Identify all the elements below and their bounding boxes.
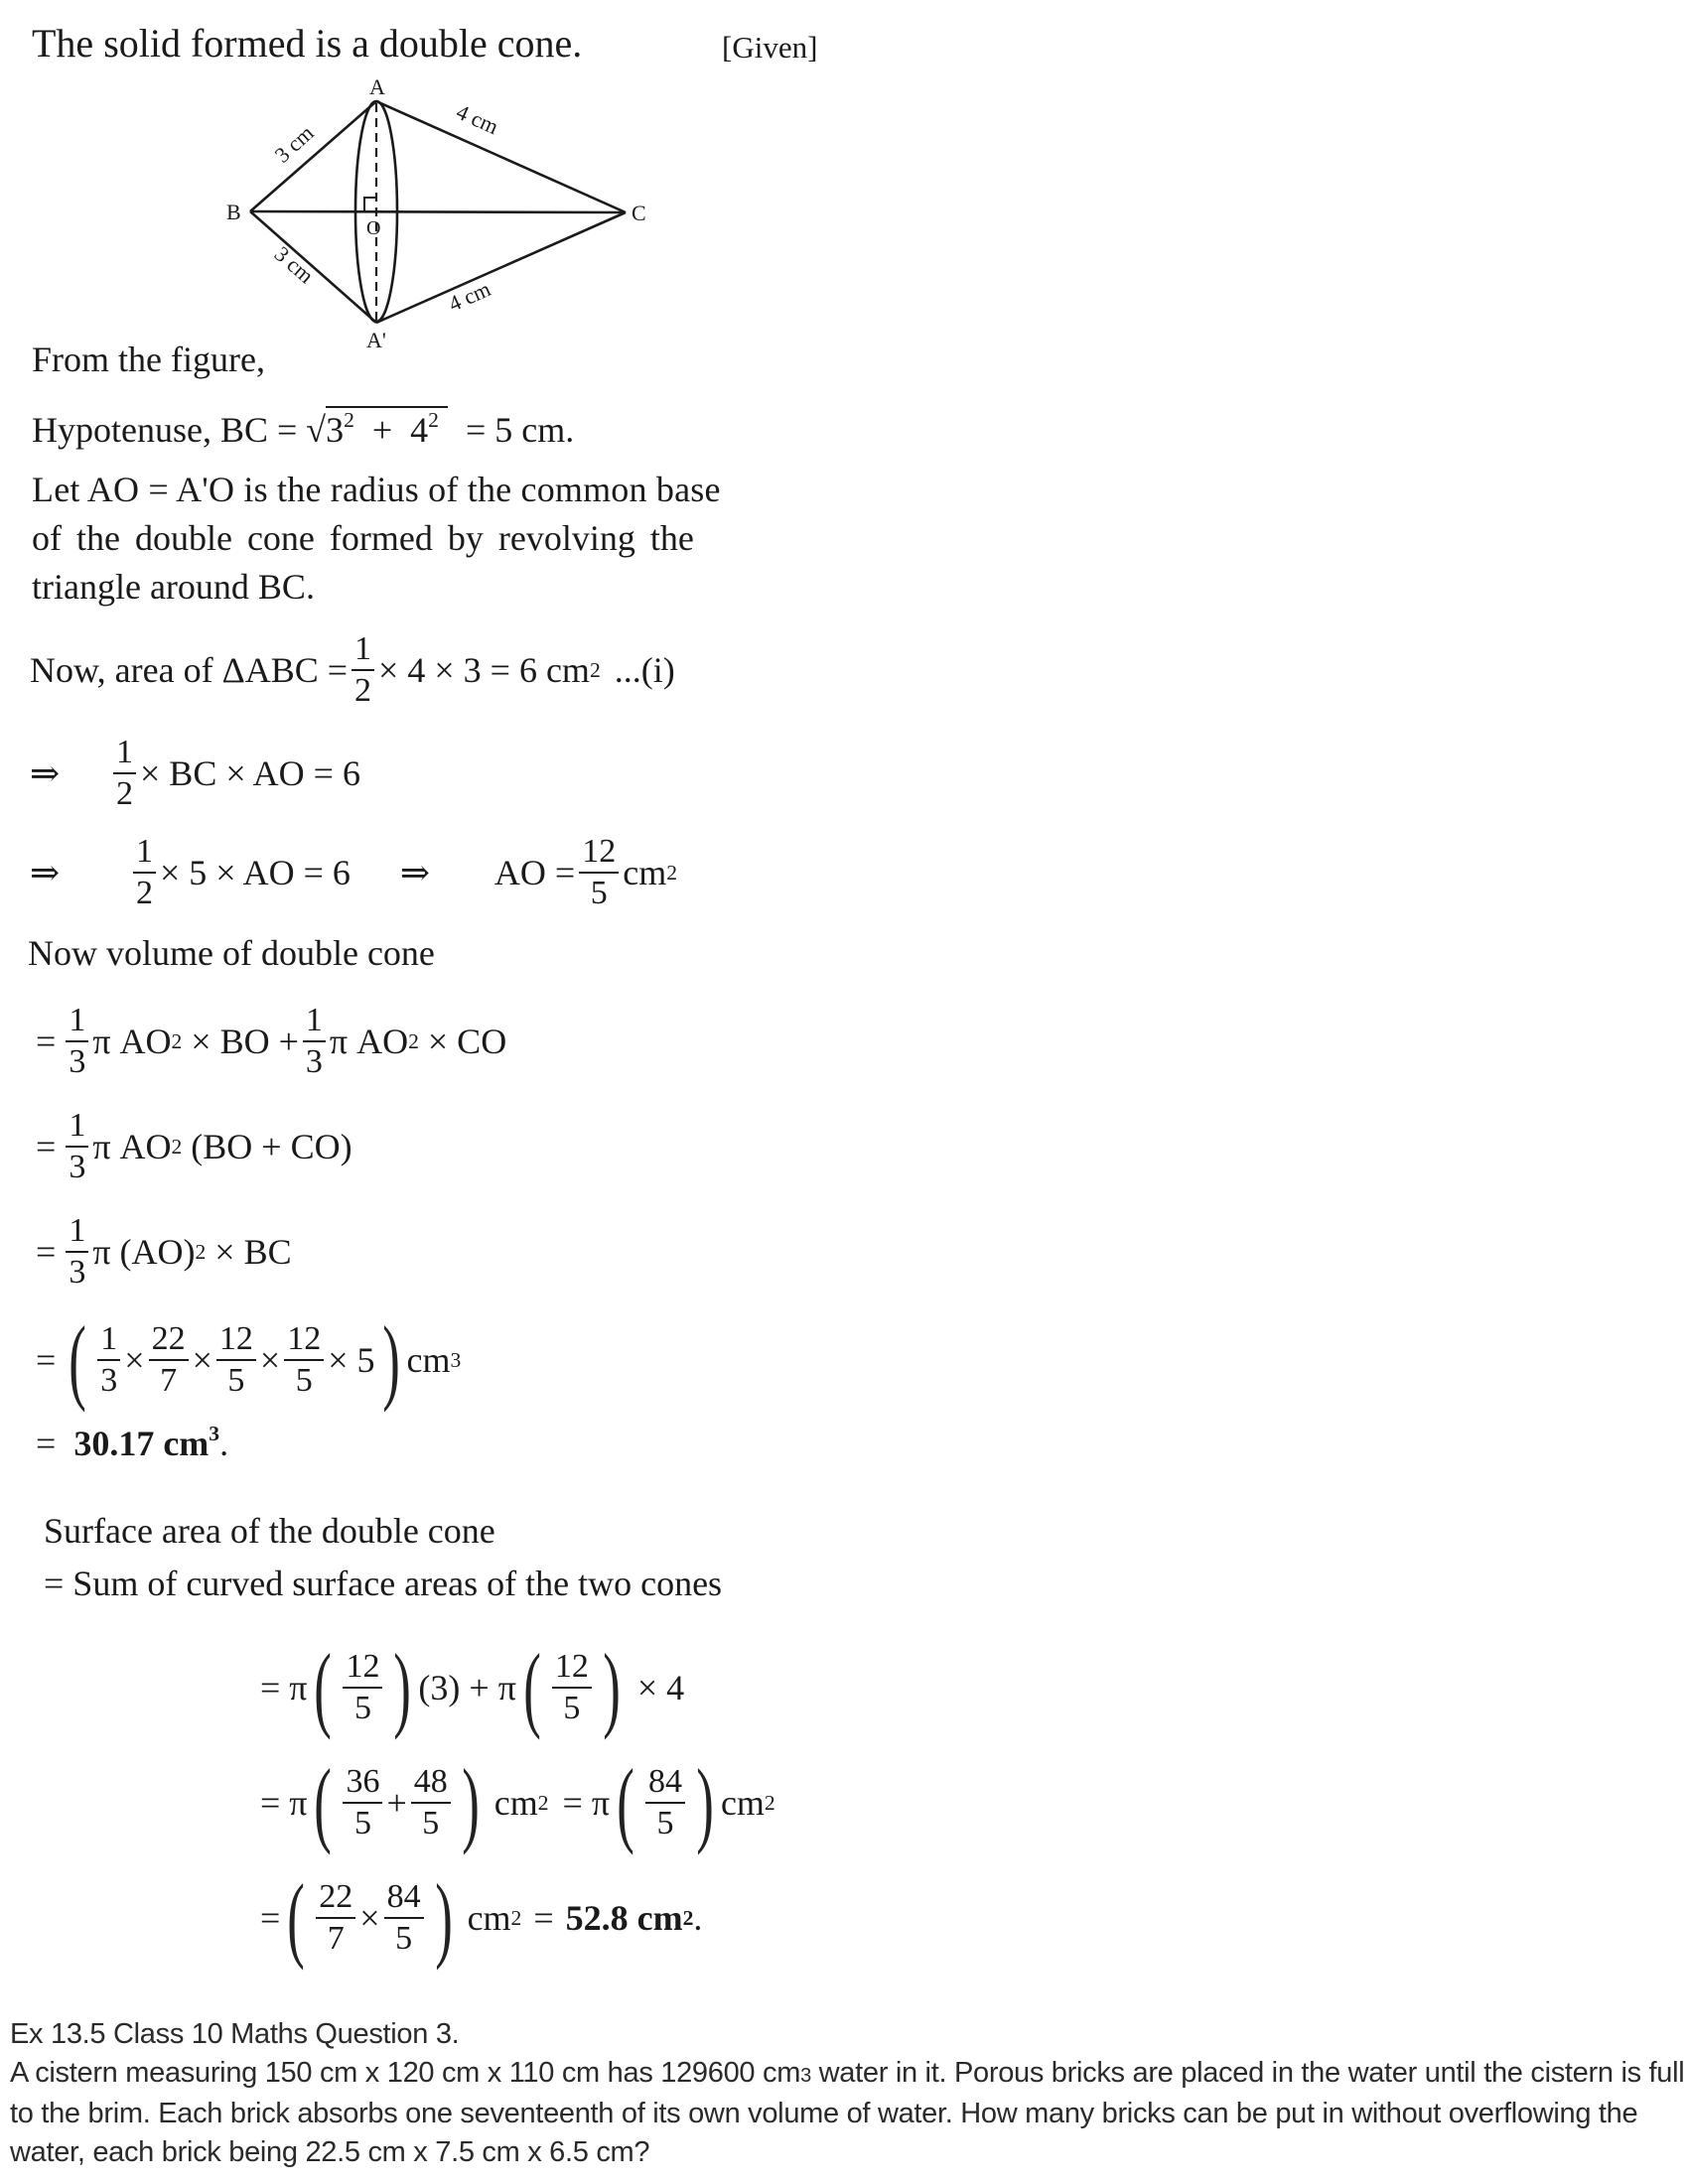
equals-sign: = xyxy=(36,1021,57,1061)
implies-arrow: ⇒ xyxy=(30,752,61,793)
solution-intro: The solid formed is a double cone. xyxy=(32,21,583,66)
volume-heading: Now volume of double cone xyxy=(28,933,435,973)
numerator: 12 xyxy=(579,834,619,874)
surface-area-value: 52.8 cm xyxy=(565,1898,683,1938)
side-label-a-prime-b: 3 cm xyxy=(269,240,319,289)
edge-A-prime-C xyxy=(376,212,626,323)
exp-a: 2 xyxy=(344,407,354,432)
numerator: 1 xyxy=(66,1108,88,1148)
radicand xyxy=(326,406,448,450)
unit: cm xyxy=(623,852,667,892)
right-paren: ) xyxy=(434,1864,453,1971)
numerator: 12 xyxy=(552,1649,592,1689)
unit: cm xyxy=(720,1783,765,1823)
area-rest: × 4 × 3 = 6 cm xyxy=(378,649,590,690)
period: . xyxy=(219,1424,229,1463)
surface-step-3: = ( $\frac{22}{7}$ × $\frac{84}{5}$ ) cm 2 = 52.8 cm 2 . xyxy=(260,1864,703,1971)
fraction xyxy=(343,1764,382,1841)
numerator: 1 xyxy=(113,735,136,774)
question-text-rest: water in it. Porous bricks are placed in the water until the cistern is full to the brim. Each brick absorbs one seventeenth of its own volume of water. How many bricks can be put in without overflowing the water, each brick being 22.5 cm x 7.5 cm x 6.5 cm? xyxy=(10,2056,1685,2168)
denominator: 5 xyxy=(563,1690,581,1726)
numerator: 48 xyxy=(411,1764,451,1804)
radius-line-2: of the double cone formed by revolving the xyxy=(32,518,694,558)
fraction xyxy=(216,1321,256,1398)
fraction xyxy=(149,1321,189,1398)
numerator: 36 xyxy=(343,1764,382,1804)
denominator: 3 xyxy=(69,1148,86,1185)
left-paren: ( xyxy=(523,1634,541,1740)
fraction xyxy=(97,1321,120,1398)
numerator: 1 xyxy=(66,1003,88,1042)
denominator: 5 xyxy=(295,1362,313,1399)
numerator: 1 xyxy=(303,1003,326,1042)
step2-equation: ⇒ $\frac{1}{2}$ × 5 × AO = 6 ⇒ AO = $\frac{12}{5}$ cm 2 xyxy=(30,833,678,911)
times: × xyxy=(259,1340,281,1380)
double-cone-diagram xyxy=(199,69,675,357)
vertex-label-b: B xyxy=(226,200,241,224)
times-four: × 4 xyxy=(636,1668,685,1707)
numerator: 1 xyxy=(66,1213,88,1253)
fraction xyxy=(343,1649,382,1725)
left-paren: ( xyxy=(314,1749,333,1855)
fraction xyxy=(552,1649,592,1725)
period: . xyxy=(693,1898,703,1938)
side-label-a-prime-c: 4 cm xyxy=(444,276,494,317)
surface-step-1 xyxy=(260,1634,685,1740)
denominator: 3 xyxy=(100,1362,118,1399)
volume-step-4: = ( $\frac{1}{3}$ × $\frac{22}{7}$ × $\frac{12}{5}$ × $\frac{12}{5}$ × 5 ) cm 3 xyxy=(36,1306,462,1413)
numerator: 1 xyxy=(133,834,156,874)
radicand-a: 3 xyxy=(326,410,345,450)
fraction-third xyxy=(66,1003,88,1079)
numerator: 12 xyxy=(284,1321,324,1361)
left-paren: ( xyxy=(69,1306,87,1413)
vol1-part3: π AO xyxy=(329,1021,409,1061)
question-text xyxy=(10,2054,1688,2172)
volume-step-2: = $\frac{1}{3}$ π AO 2 (BO + CO) xyxy=(36,1107,352,1185)
fraction xyxy=(384,1879,424,1956)
numerator: 84 xyxy=(645,1764,685,1804)
center-label-o: O xyxy=(366,217,381,239)
equals-sign: = xyxy=(36,1231,57,1272)
radicand-b: 4 xyxy=(410,410,429,450)
next-question xyxy=(10,2015,1688,2171)
area-equation: Now, area of ΔABC = $\frac{1}{2}$ × 4 × 3 = 6 cm 2 ...(i) xyxy=(30,630,675,709)
left-paren: ( xyxy=(314,1634,333,1740)
numerator: 84 xyxy=(384,1879,424,1919)
fraction xyxy=(316,1879,355,1956)
area-prefix: Now, area of ΔABC = xyxy=(30,649,349,690)
left-paren: ( xyxy=(617,1749,634,1855)
surface-heading: Surface area of the double cone xyxy=(44,1511,495,1551)
vol2-part2: (BO + CO) xyxy=(191,1126,352,1166)
equals-pi: = π xyxy=(260,1783,308,1823)
sa1-mid: (3) + π xyxy=(418,1668,516,1707)
numerator: 12 xyxy=(343,1649,382,1689)
vol1-part1: π AO xyxy=(92,1021,172,1061)
vol1-part4: × CO xyxy=(427,1021,507,1061)
step1-rest: × BC × AO = 6 xyxy=(140,752,360,793)
radius-line-3: triangle around BC. xyxy=(32,567,315,607)
times: × xyxy=(192,1340,212,1380)
hypotenuse-equation xyxy=(32,407,575,450)
numerator: 1 xyxy=(352,631,374,671)
vol3-part1: π (AO) xyxy=(92,1231,196,1272)
denominator: 3 xyxy=(69,1253,86,1291)
surface-definition: = Sum of curved surface areas of the two cones xyxy=(44,1564,723,1603)
right-paren: ) xyxy=(381,1306,400,1413)
equals-sign: = xyxy=(36,1126,57,1166)
unit-exp: 3 xyxy=(800,2064,811,2087)
vertex-label-c: C xyxy=(632,201,646,225)
equals-sign: = xyxy=(260,1898,281,1938)
fraction-third xyxy=(66,1213,88,1290)
denominator: 2 xyxy=(136,874,153,911)
fraction-third xyxy=(303,1003,326,1079)
hypotenuse-result: = 5 cm. xyxy=(465,410,575,450)
side-label-ab: 3 cm xyxy=(269,120,319,168)
from-figure-text: From the figure, xyxy=(32,340,265,379)
step2-rest: × 5 × AO = 6 xyxy=(160,852,351,892)
unit: cm xyxy=(406,1340,451,1380)
numerator: 22 xyxy=(149,1321,189,1361)
equals-sign: = xyxy=(36,1340,57,1380)
denominator: 3 xyxy=(69,1042,86,1080)
equals-pi: = π xyxy=(260,1668,308,1707)
denominator: 5 xyxy=(353,1805,371,1842)
vol1-part2: × BO + xyxy=(191,1021,299,1061)
fraction xyxy=(284,1321,324,1398)
left-paren: ( xyxy=(287,1864,306,1971)
question-title: Ex 13.5 Class 10 Maths Question 3. xyxy=(10,2018,460,2050)
radius-line-1: Let AO = A'O is the radius of the common base xyxy=(32,470,721,509)
fraction-half xyxy=(133,834,156,910)
implies-arrow: ⇒ xyxy=(30,852,61,892)
exp-b: 2 xyxy=(428,407,439,432)
equals-sign: = xyxy=(533,1898,554,1938)
vertex-label-a: A xyxy=(369,74,385,99)
times: × xyxy=(124,1340,145,1380)
right-paren: ) xyxy=(461,1749,480,1855)
right-paren: ) xyxy=(603,1634,621,1740)
sqrt-symbol: √ xyxy=(306,410,327,450)
ao-label: AO = xyxy=(493,852,576,892)
step1-equation xyxy=(30,735,360,811)
times-five: × 5 xyxy=(328,1340,375,1380)
vertex-label-a-prime: A' xyxy=(366,328,386,352)
question-text-start: A cistern measuring 150 cm x 120 cm x 110 cm has 129600 cm xyxy=(10,2056,801,2089)
fraction xyxy=(411,1764,451,1841)
denominator: 3 xyxy=(305,1042,323,1080)
right-paren: ) xyxy=(393,1634,412,1740)
axis-BC xyxy=(250,211,626,212)
denominator: 7 xyxy=(327,1920,345,1957)
right-paren: ) xyxy=(696,1749,714,1855)
unit: cm xyxy=(493,1783,538,1823)
denominator: 5 xyxy=(353,1690,371,1726)
denominator: 5 xyxy=(422,1805,440,1842)
surface-step-2: = π ( $\frac{36}{5}$ + $\frac{48}{5}$ ) cm 2 = π ( $\frac{84}{5}$ ) cm 2 xyxy=(260,1749,775,1855)
equation-ref: ...(i) xyxy=(614,649,675,690)
volume-exp: 3 xyxy=(209,1421,220,1445)
right-angle-mark xyxy=(364,198,376,211)
hypotenuse-prefix: Hypotenuse, BC = xyxy=(32,410,298,450)
denominator: 5 xyxy=(395,1920,413,1957)
times: × xyxy=(359,1898,380,1938)
fraction-half xyxy=(352,631,374,708)
numerator: 22 xyxy=(316,1879,355,1919)
unit: cm xyxy=(467,1898,511,1938)
numerator: 1 xyxy=(97,1321,120,1361)
fraction-third xyxy=(66,1108,88,1184)
numerator: 12 xyxy=(216,1321,256,1361)
denominator: 7 xyxy=(160,1362,178,1399)
implies-arrow-2: ⇒ xyxy=(399,852,431,892)
denominator: 5 xyxy=(656,1805,674,1842)
denominator: 5 xyxy=(590,874,608,911)
plus-sign: + xyxy=(371,410,393,450)
fraction-half xyxy=(113,735,136,811)
denominator: 5 xyxy=(227,1362,245,1399)
vol3-part2: × BC xyxy=(214,1231,292,1272)
denominator: 2 xyxy=(354,671,372,709)
denominator: 2 xyxy=(116,774,133,812)
volume-result xyxy=(36,1421,229,1463)
plus-sign: + xyxy=(386,1783,407,1823)
equals-sign: = xyxy=(36,1424,57,1463)
volume-value: 30.17 cm xyxy=(73,1424,210,1463)
given-label: [Given] xyxy=(722,30,818,65)
vol2-part1: π AO xyxy=(92,1126,172,1166)
side-label-ac: 4 cm xyxy=(452,98,502,140)
volume-step-3: = $\frac{1}{3}$ π (AO) 2 × BC xyxy=(36,1212,292,1291)
fraction xyxy=(645,1764,685,1841)
volume-step-1: = $\frac{1}{3}$ π AO 2 × BO + $\frac{1}{3}$ π AO 2 × CO xyxy=(36,1002,507,1080)
fraction-twelve-fifths xyxy=(579,834,619,910)
equals-pi: = π xyxy=(562,1783,610,1823)
